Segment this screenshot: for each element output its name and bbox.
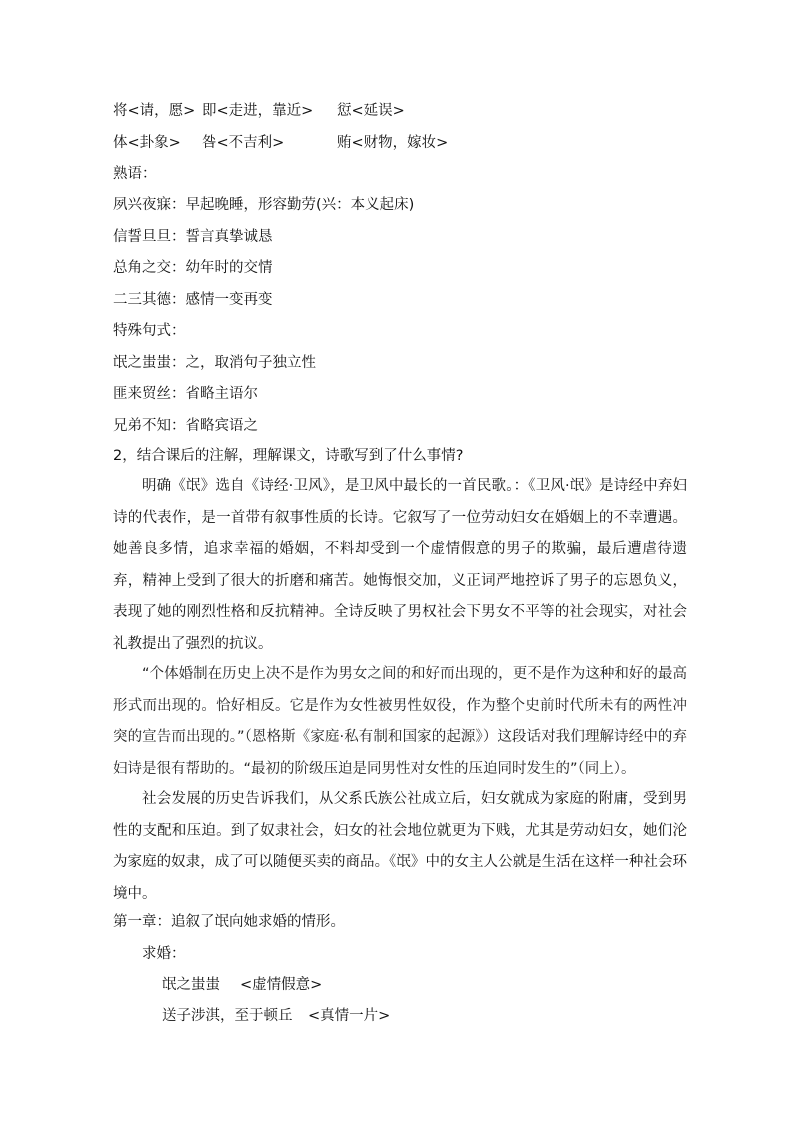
quote-paragraph: “个体婚制在历史上决不是作为男女之间的和好而出现的，更不是作为这种和好的最高形式而出现的。恰好相反。它是作为女性被男性奴役，作为整个史前时代所未有的两性冲突的宣告而出现的。”（恩格斯《家庭·私有制和国家的起源》）这段话对我们理解诗经中的弃妇诗是很有帮助的。“最初的阶级压迫是同男性对女性的压迫同时发生的”（同上）。: [113, 666, 687, 777]
syntax-item: 匪来贸丝：省略主语尔: [113, 386, 258, 402]
vocab-entry: 即<走进，靠近>: [202, 103, 314, 119]
verse-line: [162, 1006, 562, 1026]
chapter-title: 第一章：追叙了氓向她求婚的情形。: [113, 914, 345, 930]
idiom-item: 信誓旦旦：誓言真挚诚恳: [113, 229, 273, 245]
idiom-item: 总角之交：幼年时的交情: [113, 260, 273, 276]
vocab-entry: 咎<不吉利>: [202, 135, 285, 151]
vocab-entry: 将<请，愿>: [113, 103, 196, 119]
syntax-item: 兄弟不知：省略宾语之: [113, 418, 258, 434]
vocab-entry: 体<卦象>: [113, 135, 181, 151]
idiom-item: 夙兴夜寐：早起晚睡，形容勤劳(兴：本义起床): [113, 197, 415, 213]
vocab-entry: 愆<延误>: [337, 103, 405, 119]
verse-note: <真情一片>: [308, 1008, 391, 1024]
vocab-row-1: [113, 101, 713, 121]
idioms-heading: 熟语：: [113, 166, 157, 182]
vocab-entry: 贿<财物，嫁妆>: [337, 135, 449, 151]
vocab-row-2: [113, 133, 713, 153]
verse-text: 氓之蚩蚩: [162, 977, 220, 993]
verse-text: 送子涉淇，至于顿丘: [162, 1008, 293, 1024]
history-paragraph: 社会发展的历史告诉我们，从父系氏族公社成立后，妇女就成为家庭的附庸，受到男性的支配和压迫。到了奴隶社会，妇女的社会地位就更为下贱，尤其是劳动妇女，她们沦为家庭的奴隶，成了可以随便买卖的商品。《氓》中的女主人公就是生活在这样一种社会环境中。: [113, 791, 687, 902]
syntax-item: 氓之蚩蚩：之，取消句子独立性: [113, 355, 316, 371]
analysis-paragraph: 明确《氓》选自《诗经·卫风》，是卫风中最长的一首民歌。：《卫风·氓》是诗经中弃妇诗的代表作，是一首带有叙事性质的长诗。它叙写了一位劳动妇女在婚姻上的不幸遭遇。她善良多情，追求幸福的婚姻，不料却受到一个虚情假意的男子的欺骗，最后遭虐待遗弃，精神上受到了很大的折磨和痛苦。她悔恨交加，义正词严地控诉了男子的忘恩负义，表现了她的刚烈性格和反抗精神。全诗反映了男权社会下男女不平等的社会现实，对社会礼教提出了强烈的抗议。: [113, 478, 687, 652]
verse-line: [162, 975, 562, 995]
idiom-item: 二三其德：感情一变再变: [113, 292, 273, 308]
syntax-heading: 特殊句式：: [113, 323, 186, 339]
verse-note: <虚情假意>: [240, 977, 323, 993]
chapter-sub-heading: 求婚：: [142, 946, 186, 962]
question-heading: 2，结合课后的注解，理解课文，诗歌写到了什么事情?: [113, 448, 464, 464]
